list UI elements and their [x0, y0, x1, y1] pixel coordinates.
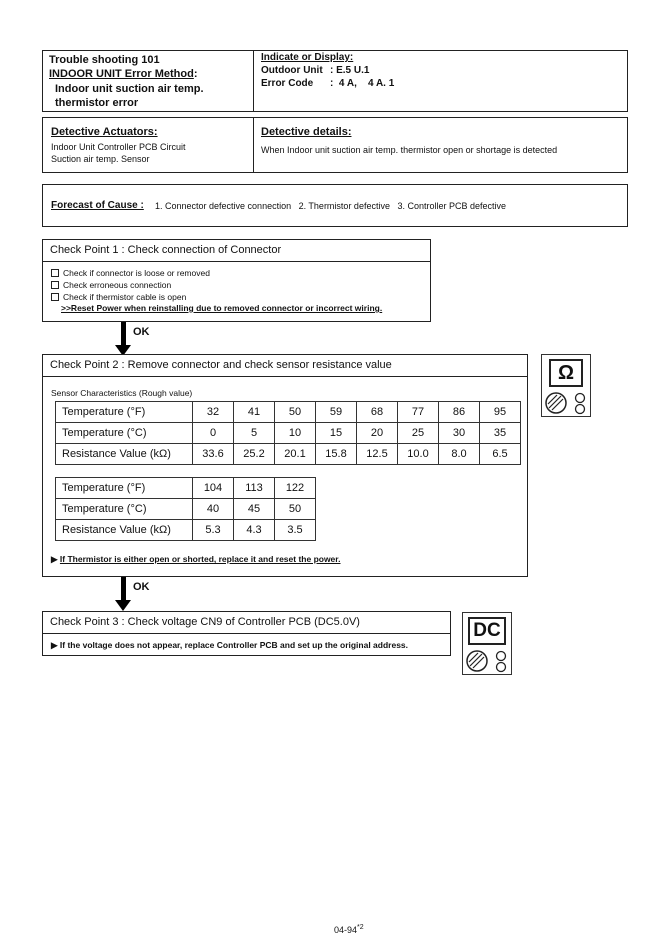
check2-note: If Thermistor is either open or shorted, replace it and reset the power. — [59, 554, 341, 564]
table-row: Resistance Value (kΩ) 5.3 4.3 3.5 — [56, 520, 316, 541]
table-row: Temperature (°F) 32 41 50 59 68 77 86 95 — [56, 402, 521, 423]
row-header: Resistance Value (kΩ) — [56, 444, 193, 465]
details-text: When Indoor unit suction air temp. thermistor open or shortage is detected — [261, 145, 558, 155]
flow-arrow — [121, 322, 126, 346]
check1-note: >>Reset Power when reinstalling due to removed connector or incorrect wiring. — [61, 303, 383, 313]
forecast-label: Forecast of Cause : — [51, 200, 144, 211]
header-title-colon: : — [193, 68, 198, 80]
row-header: Temperature (°F) — [56, 402, 193, 423]
check-point-3 — [42, 611, 451, 656]
table-row: Resistance Value (kΩ) 33.6 25.2 20.1 15.8 12.5 10.0 8.0 6.5 — [56, 444, 521, 465]
row-header: Resistance Value (kΩ) — [56, 520, 193, 541]
arrow-down-icon — [115, 600, 131, 611]
outdoor-unit-value: : E.5 U.1 — [330, 65, 370, 76]
check3-note-wrap — [51, 640, 408, 651]
check1-item: Check if connector is loose or removed — [51, 267, 210, 279]
ok-label: OK — [133, 581, 150, 593]
error-code-label: Error Code — [261, 78, 314, 89]
header-title-line3: Indoor unit suction air temp. — [55, 83, 204, 95]
ohm-icon: Ω — [549, 359, 583, 387]
check2-subtitle: Sensor Characteristics (Rough value) — [51, 388, 193, 398]
flow-arrow — [121, 577, 126, 601]
ok-label: OK — [133, 326, 150, 338]
checkbox-icon — [51, 269, 59, 277]
page-number: 04-94$^{*2}$ — [334, 924, 364, 935]
table-row: Temperature (°C) 0 5 10 15 20 25 30 35 — [56, 423, 521, 444]
check1-item: Check if thermistor cable is open — [51, 291, 210, 303]
actuators-line2: Suction air temp. Sensor — [51, 154, 150, 164]
details-label: Detective details: — [261, 126, 352, 138]
row-header: Temperature (°C) — [56, 499, 193, 520]
check-point-2 — [42, 354, 528, 577]
table-row: Temperature (°C) 40 45 50 — [56, 499, 316, 520]
resistance-table-2 — [55, 477, 316, 541]
dc-icon: DC — [468, 617, 506, 645]
multimeter-dial-icon — [465, 649, 511, 673]
header-box — [42, 50, 628, 112]
checkbox-icon — [51, 281, 59, 289]
check-point-1 — [42, 239, 431, 322]
check2-note-wrap — [51, 554, 341, 565]
outdoor-unit-label: Outdoor Unit — [261, 65, 323, 76]
row-header: Temperature (°C) — [56, 423, 193, 444]
actuators-label: Detective Actuators: — [51, 126, 158, 138]
multimeter-dial-icon — [544, 391, 590, 415]
header-title-line2: INDOOR UNIT Error Method — [49, 68, 194, 80]
row-header: Temperature (°F) — [56, 478, 193, 499]
check3-title: Check Point 3 : Check voltage CN9 of Controller PCB (DC5.0V) — [50, 616, 360, 628]
check1-item: Check erroneous connection — [51, 279, 210, 291]
check2-title: Check Point 2 : Remove connector and check sensor resistance value — [50, 359, 392, 371]
check3-note: If the voltage does not appear, replace Controller PCB and set up the original address. — [59, 640, 409, 650]
checkbox-icon — [51, 293, 59, 301]
pointer-icon: ▶ — [51, 554, 58, 564]
forecast-box — [42, 184, 628, 227]
header-title-line4: thermistor error — [55, 97, 139, 109]
error-code-value: : 4 A, 4 A. 1 — [330, 78, 395, 89]
ohmmeter — [541, 354, 591, 417]
dc-voltmeter — [462, 612, 512, 675]
indicate-label: Indicate or Display: — [261, 52, 354, 63]
table-row: Temperature (°F) 104 113 122 — [56, 478, 316, 499]
check1-list — [51, 267, 210, 303]
check1-title: Check Point 1 : Check connection of Connector — [50, 244, 282, 256]
actuators-line1: Indoor Unit Controller PCB Circuit — [51, 142, 186, 152]
forecast-text: 1. Connector defective connection 2. Thermistor defective 3. Controller PCB defective — [155, 201, 507, 211]
header-title-line2-wrap — [49, 68, 198, 80]
actuators-box — [42, 117, 628, 173]
resistance-table-1 — [55, 401, 521, 465]
pointer-icon: ▶ — [51, 640, 58, 650]
header-title-line1: Trouble shooting 101 — [49, 54, 160, 66]
